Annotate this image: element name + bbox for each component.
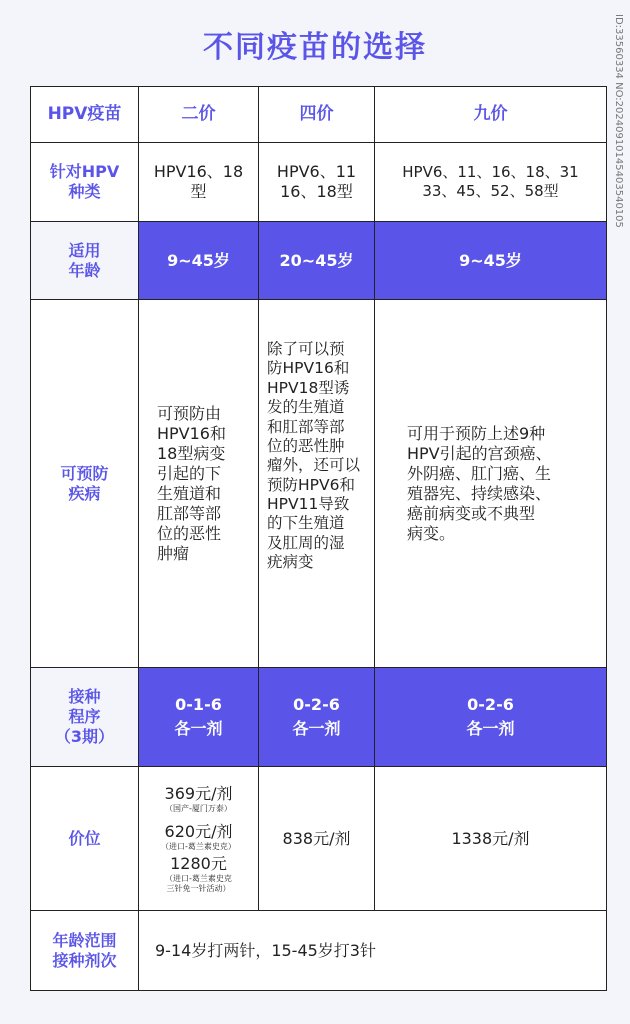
types-quadrivalent-text: HPV6、11 16、18型: [276, 162, 357, 201]
header-quadrivalent: 四价: [259, 87, 375, 143]
types-nonavalent-text: HPV6、11、16、18、31 33、45、52、58型: [402, 163, 579, 200]
page-title: 不同疫苗的选择: [203, 30, 427, 65]
schedule-bivalent-text: 0-1-6 各一剂: [174, 695, 223, 738]
diseases-quadrivalent: [259, 300, 375, 668]
diseases-bivalent: [139, 300, 259, 668]
watermark-id: ID:33560334 NO:20240910145403540105: [613, 14, 624, 228]
price-bivalent-2: 620元/剂: [164, 821, 233, 841]
price-bivalent-1: 369元/剂: [164, 783, 233, 803]
types-bivalent-text: HPV16、18 型: [153, 162, 244, 201]
header-bivalent: 二价: [139, 87, 259, 143]
row-label-types-text: 针对HPV 种类: [49, 162, 120, 201]
schedule-nonavalent: [375, 668, 607, 767]
age-range-row: [31, 911, 607, 991]
ages-row: [31, 222, 607, 300]
header-hpv-vaccine: HPV疫苗: [31, 87, 139, 143]
price-quadrivalent: 838元/剂: [259, 767, 375, 911]
age-range-value: 9-14岁打两针，15-45岁打3针: [139, 911, 607, 991]
schedule-bivalent: [139, 668, 259, 767]
row-label-age-range-text: 年龄范围 接种剂次: [52, 930, 117, 970]
table-header-row: [31, 87, 607, 143]
ages-bivalent: 9~45岁: [139, 222, 259, 300]
price-nonavalent: 1338元/剂: [375, 767, 607, 911]
schedule-quadrivalent: [259, 668, 375, 767]
schedule-nonavalent-text: 0-2-6 各一剂: [466, 695, 515, 738]
row-label-age-range: [31, 911, 139, 991]
types-bivalent: [139, 143, 259, 222]
row-label-types: [31, 143, 139, 222]
diseases-bivalent-text: 可预防由 HPV16和 18型病变 引起的下 生殖道和 肛部等部 位的恶性 肿瘤: [157, 403, 226, 563]
ages-quadrivalent: 20~45岁: [259, 222, 375, 300]
schedule-row: [31, 668, 607, 767]
row-label-price: 价位: [31, 767, 139, 911]
row-label-ages: [31, 222, 139, 300]
diseases-quadrivalent-text: 除了可以预 防HPV16和 HPV18型诱 发的生殖道 和肛部等部 位的恶性肿 瘤外，还可以 预防HPV6和 HPV11导致 的下生殖道 及肛周的湿 疣病变: [267, 340, 361, 572]
ages-nonavalent: 9~45岁: [375, 222, 607, 300]
row-label-ages-text: 适用 年龄: [68, 240, 101, 280]
row-label-diseases-text: 可预防 疾病: [60, 463, 109, 503]
price-bivalent-3: 1280元: [170, 853, 227, 873]
price-bivalent: [139, 767, 259, 911]
header-nonavalent: 九价: [375, 87, 607, 143]
types-nonavalent: [375, 143, 607, 222]
row-label-diseases: [31, 300, 139, 668]
diseases-nonavalent: [375, 300, 607, 668]
price-bivalent-3-note: （进口-葛兰素史克 三针免一针活动）: [165, 873, 232, 893]
row-label-schedule-text: 接种 程序 （3期）: [54, 687, 115, 746]
diseases-row: [31, 300, 607, 668]
types-quadrivalent: [259, 143, 375, 222]
price-bivalent-1-note: （国产-厦门万泰）: [165, 803, 232, 813]
vaccine-comparison-table: [30, 86, 607, 991]
types-row: [31, 143, 607, 222]
price-row: [31, 767, 607, 911]
row-label-schedule: [31, 668, 139, 767]
diseases-nonavalent-text: 可用于预防上述9种 HPV引起的宫颈癌、 外阴癌、肛门癌、生 殖器宪、持续感染、 癌前病变或不典型 病变。: [407, 423, 552, 543]
price-bivalent-2-note: （进口-葛兰素史克）: [161, 841, 236, 851]
schedule-quadrivalent-text: 0-2-6 各一剂: [292, 695, 341, 738]
